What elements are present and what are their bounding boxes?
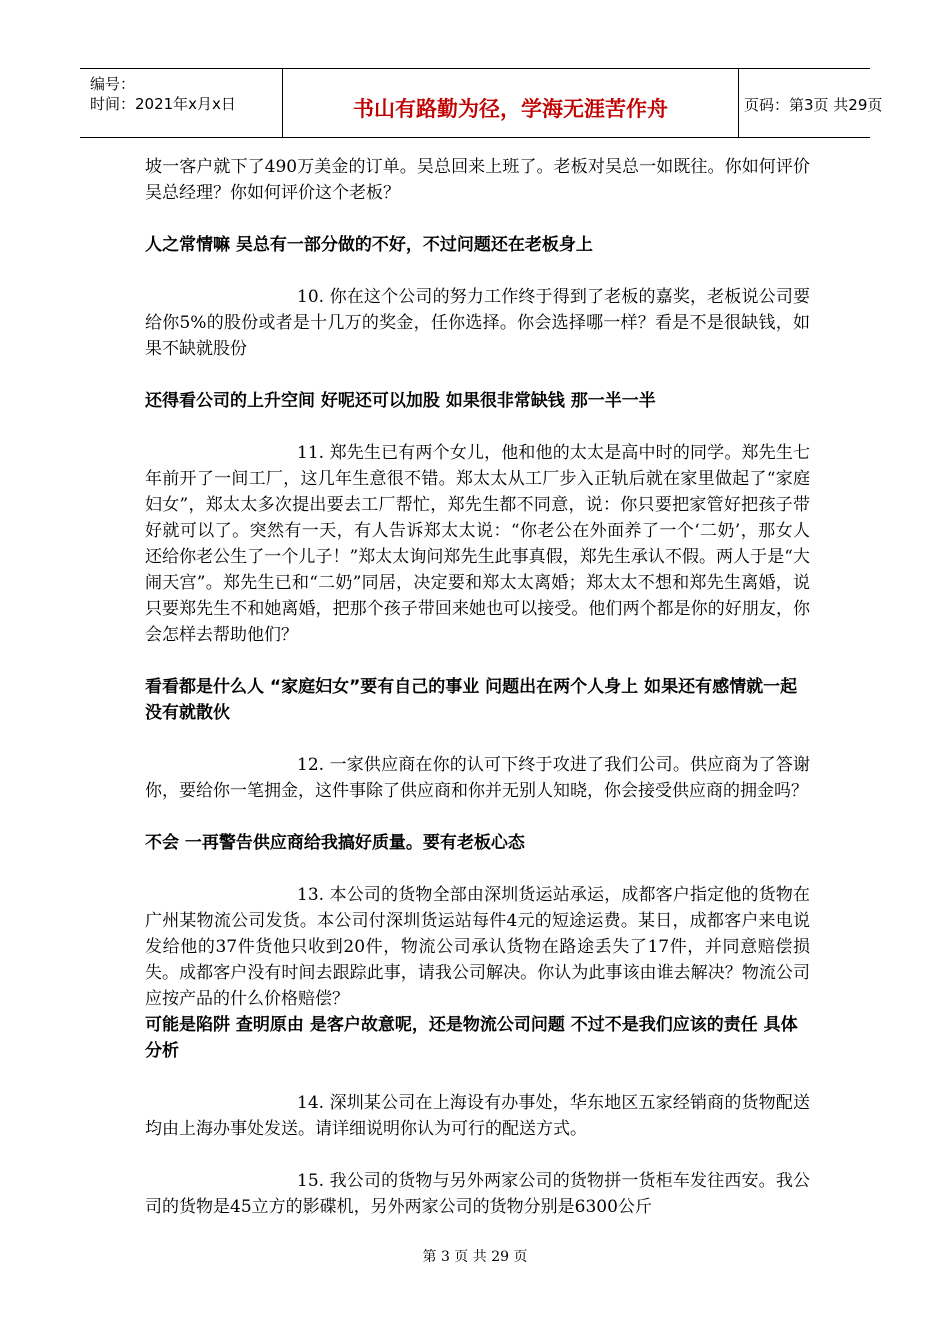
question-14: 14. 深圳某公司在上海设有办事处，华东地区五家经销商的货物配送均由上海办事处发送。请详细说明你认为可行的配送方式。	[145, 1093, 810, 1139]
header-motto: 书山有路勤为径，学海无涯苦作舟	[353, 97, 668, 121]
page-footer: 第 3 页 共 29 页	[422, 1249, 528, 1265]
paragraph-continuation: 坡一客户就下了490万美金的订单。吴总回来上班了。老板对吴总一如既往。你如何评价吴总经理？你如何评价这个老板？	[145, 157, 810, 203]
document-number-label: 编号：	[90, 75, 136, 93]
answer-10: 还得看公司的上升空间 好呢还可以加股 如果很非常缺钱 那一半一半	[145, 391, 656, 411]
question-13: 13. 本公司的货物全部由深圳货运站承运，成都客户指定他的货物在广州某物流公司发货。本公司付深圳货运站每件4元的短途运费。某日，成都客户来电说发给他的37件货他只收到20件，物流公司承认货物在路途丢失了17件，并同意赔偿损失。成都客户没有时间去跟踪此事，请我公司解决。你认为此事该由谁去解决？物流公司应按产品的什么价格赔偿？	[145, 885, 810, 1009]
header-info-cell	[80, 69, 282, 137]
document-body	[145, 154, 810, 1220]
answer-13: 可能是陷阱 查明原由 是客户故意呢，还是物流公司问题 不过不是我们应该的责任 具体分析	[145, 1015, 798, 1061]
answer-9: 人之常情嘛 吴总有一部分做的不好，不过问题还在老板身上	[145, 235, 593, 255]
question-12: 12. 一家供应商在你的认可下终于攻进了我们公司。供应商为了答谢你，要给你一笔拥金，这件事除了供应商和你并无别人知晓，你会接受供应商的拥金吗？	[145, 755, 810, 801]
page-header	[80, 68, 883, 138]
question-10: 10. 你在这个公司的努力工作终于得到了老板的嘉奖，老板说公司要给你5%的股份或者是十几万的奖金，任你选择。你会选择哪一样？看是不是很缺钱，如果不缺就股份	[145, 287, 810, 359]
answer-12: 不会 一再警告供应商给我搞好质量。要有老板心态	[145, 833, 525, 853]
document-time-label: 时间：2021年x月x日	[90, 95, 236, 113]
header-page-cell	[738, 69, 883, 137]
question-11: 11. 郑先生已有两个女儿，他和他的太太是高中时的同学。郑先生七年前开了一间工厂，这几年生意很不错。郑太太从工厂步入正轨后就在家里做起了“家庭妇女”，郑太太多次提出要去工厂帮忙，郑先生都不同意，说：你只要把家管好把孩子带好就可以了。突然有一天，有人告诉郑太太说：“你老公在外面养了一个‘二奶’，那女人还给你老公生了一个儿子！”郑太太询问郑先生此事真假，郑先生承认不假。两人于是“大闹天宫”。郑先生已和“二奶”同居，决定要和郑太太离婚；郑太太不想和郑先生离婚，说只要郑先生不和她离婚，把那个孩子带回来她也可以接受。他们两个都是你的好朋友，你会怎样去帮助他们？	[145, 443, 810, 645]
header-motto-cell	[282, 69, 739, 137]
question-15: 15. 我公司的货物与另外两家公司的货物拼一货柜车发往西安。我公司的货物是45立方的影碟机，另外两家公司的货物分别是6300公斤	[145, 1171, 810, 1217]
answer-11: 看看都是什么人 “家庭妇女”要有自己的事业 问题出在两个人身上 如果还有感情就一起 没有就散伙	[145, 677, 798, 723]
header-page-number: 页码：第3页 共29页	[744, 96, 883, 114]
